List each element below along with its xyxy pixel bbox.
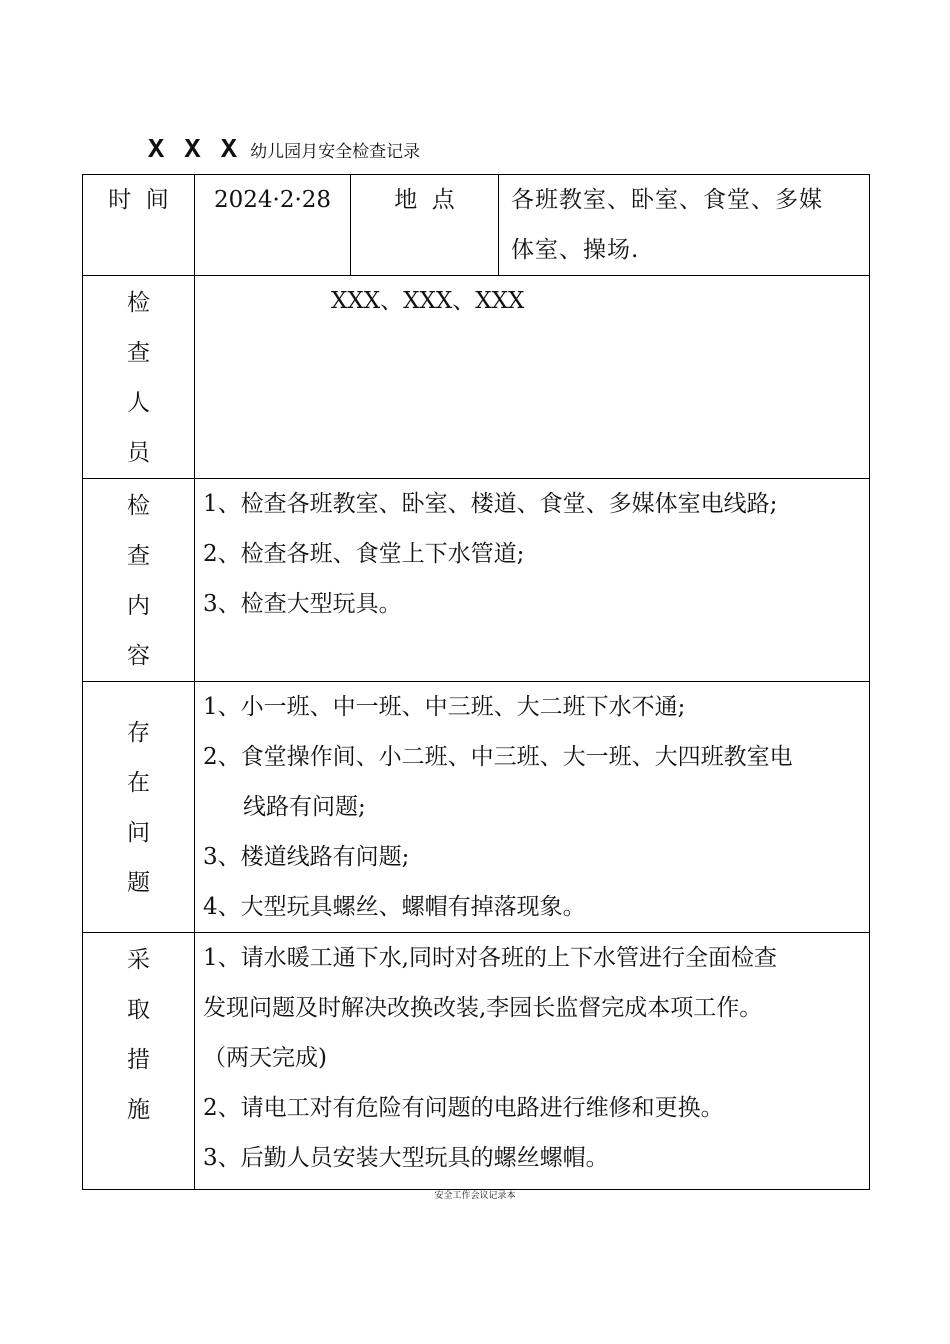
- measures-label-char: 施: [127, 1097, 150, 1123]
- problem-item: 1、小一班、中一班、中三班、大二班下水不通;: [203, 694, 686, 720]
- document-title: [148, 136, 420, 166]
- inspectors-label-char: 员: [127, 440, 150, 466]
- inspection-record-table: [82, 174, 870, 1190]
- measure-item: 发现问题及时解决改换改装,李园长监督完成本项工作。: [203, 995, 763, 1021]
- place-label-cell: [351, 175, 499, 276]
- place-value-line: 体室、操场.: [511, 237, 640, 263]
- problem-item: 4、大型玩具螺丝、螺帽有掉落现象。: [203, 894, 586, 920]
- content-item: 2、检查各班、食堂上下水管道;: [203, 541, 525, 567]
- content-label-char: 容: [127, 643, 150, 669]
- content-label-cell: [83, 479, 195, 682]
- measure-item: （两天完成): [203, 1045, 327, 1071]
- problems-label-cell: [83, 682, 195, 933]
- measure-item: 3、后勤人员安装大型玩具的螺丝螺帽。: [203, 1145, 609, 1171]
- row-time-place: [83, 175, 870, 276]
- problem-item: 3、楼道线路有问题;: [203, 844, 410, 870]
- inspectors-value: XXX、XXX、XXX: [331, 288, 525, 314]
- time-label-cell: [83, 175, 195, 276]
- content-item: 3、检查大型玩具。: [203, 591, 402, 617]
- inspectors-value-cell: [195, 276, 870, 479]
- content-label-char: 查: [127, 543, 150, 569]
- content-item: 1、检查各班教室、卧室、楼道、食堂、多媒体室电线路;: [203, 491, 778, 517]
- content-label-char: 检: [127, 493, 150, 519]
- row-problems: [83, 682, 870, 933]
- measures-label-cell: [83, 933, 195, 1190]
- measures-value-cell: [195, 933, 870, 1190]
- inspectors-label-cell: [83, 276, 195, 479]
- problems-label-char: 问: [127, 820, 150, 846]
- page-footer: 安全工作会议记录本: [434, 1191, 516, 1201]
- problems-label-char: 题: [127, 870, 150, 896]
- time-value-cell: [195, 175, 351, 276]
- content-label-char: 内: [127, 593, 150, 619]
- content-value-cell: [195, 479, 870, 682]
- problems-value-cell: [195, 682, 870, 933]
- place-value-cell: [499, 175, 870, 276]
- inspectors-label-char: 查: [127, 340, 150, 366]
- problems-label-char: 在: [127, 770, 150, 796]
- measure-item: 1、请水暖工通下水,同时对各班的上下水管进行全面检查: [203, 945, 777, 971]
- measures-label-char: 措: [127, 1047, 150, 1073]
- measure-item: 2、请电工对有危险有问题的电路进行维修和更换。: [203, 1095, 724, 1121]
- row-inspectors: [83, 276, 870, 479]
- inspectors-label-char: 人: [127, 390, 150, 416]
- row-content: [83, 479, 870, 682]
- time-value: 2024·2·28: [213, 187, 332, 213]
- title-text: 幼儿园月安全检查记录: [250, 142, 421, 162]
- inspectors-label-char: 检: [127, 290, 150, 316]
- title-prefix: X X X: [148, 136, 240, 166]
- place-label: 地 点: [394, 187, 455, 213]
- place-value-line: 各班教室、卧室、食堂、多媒: [511, 187, 823, 213]
- measures-label-char: 采: [127, 947, 150, 973]
- problem-item: 2、食堂操作间、小二班、中三班、大一班、大四班教室电: [203, 744, 793, 770]
- time-label: 时 间: [108, 187, 169, 213]
- problem-item: 线路有问题;: [243, 794, 366, 820]
- problems-label-char: 存: [127, 720, 150, 746]
- row-measures: [83, 933, 870, 1190]
- measures-label-char: 取: [127, 997, 150, 1023]
